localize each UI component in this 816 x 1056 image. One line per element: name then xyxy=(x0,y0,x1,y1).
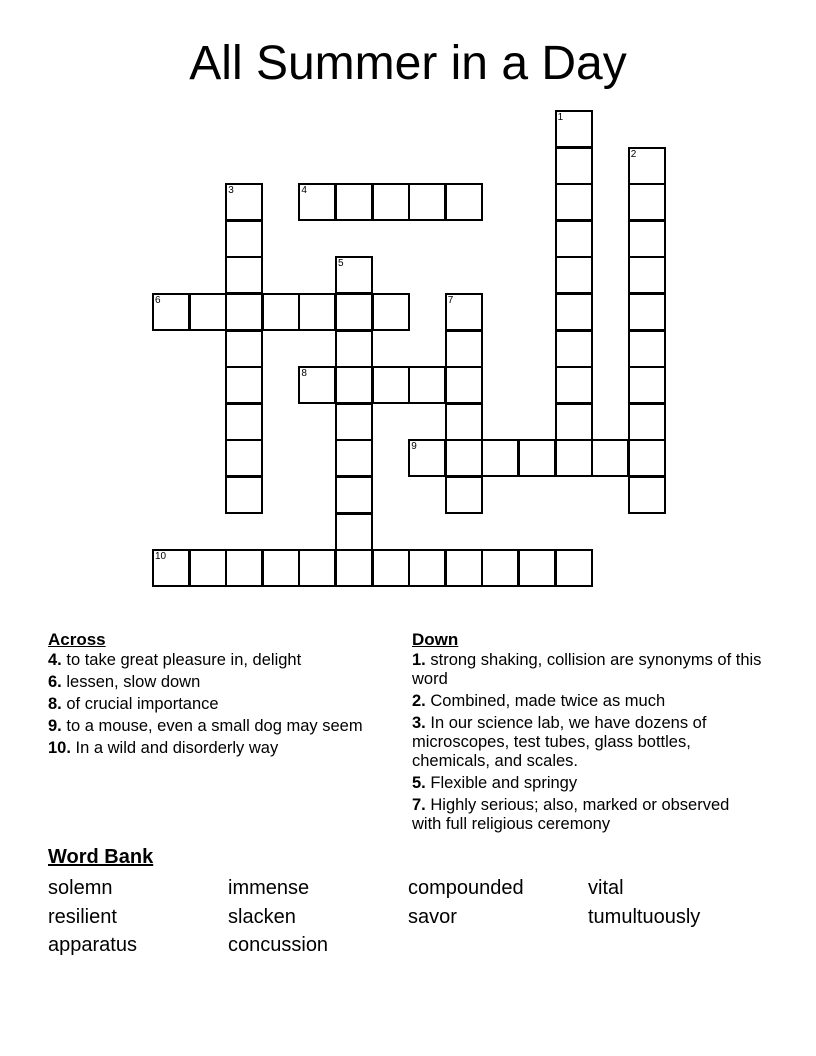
cell-number: 10 xyxy=(155,551,167,563)
grid-cell[interactable] xyxy=(189,549,227,587)
cell-number: 4 xyxy=(301,185,307,197)
grid-cell[interactable] xyxy=(628,439,666,477)
grid-cell[interactable] xyxy=(445,439,483,477)
down-clue-7 xyxy=(412,796,762,834)
grid-cell[interactable] xyxy=(408,366,446,404)
across-clue-4 xyxy=(48,651,368,670)
grid-cell[interactable] xyxy=(555,256,593,294)
cell-number: 9 xyxy=(411,441,417,453)
grid-cell[interactable] xyxy=(445,366,483,404)
grid-cell[interactable] xyxy=(628,183,666,221)
grid-cell[interactable] xyxy=(225,183,263,221)
grid-cell[interactable] xyxy=(555,366,593,404)
clue-number: 8. xyxy=(48,695,62,713)
grid-cell[interactable] xyxy=(555,439,593,477)
word-bank-item: slacken xyxy=(228,905,296,928)
page-title: All Summer in a Day xyxy=(189,37,627,90)
clue-number: 1. xyxy=(412,651,426,669)
grid-cell[interactable] xyxy=(225,403,263,441)
grid-cell[interactable] xyxy=(445,403,483,441)
grid-cell[interactable] xyxy=(555,110,593,148)
grid-cell[interactable] xyxy=(335,330,373,368)
grid-cell[interactable] xyxy=(225,476,263,514)
grid-cell[interactable] xyxy=(628,256,666,294)
grid-cell[interactable] xyxy=(445,293,483,331)
clue-text: In a wild and disorderly way xyxy=(75,739,279,757)
grid-cell[interactable] xyxy=(335,256,373,294)
grid-cell[interactable] xyxy=(628,330,666,368)
clue-text: Highly serious; also, marked or observed with full religious ceremony xyxy=(412,796,730,833)
down-clue-3 xyxy=(412,714,762,771)
grid-cell[interactable] xyxy=(152,293,190,331)
grid-cell[interactable] xyxy=(372,366,410,404)
clue-number: 6. xyxy=(48,673,62,691)
across-heading: Across xyxy=(48,630,106,649)
grid-cell[interactable] xyxy=(335,366,373,404)
grid-cell[interactable] xyxy=(225,293,263,331)
grid-cell[interactable] xyxy=(481,549,519,587)
grid-cell[interactable] xyxy=(225,439,263,477)
grid-cell[interactable] xyxy=(445,549,483,587)
across-clues xyxy=(48,630,368,761)
grid-cell[interactable] xyxy=(481,439,519,477)
word-bank-item: compounded xyxy=(408,877,524,899)
grid-cell[interactable] xyxy=(518,549,556,587)
cell-number: 6 xyxy=(155,295,161,306)
word-bank-item: apparatus xyxy=(48,934,137,956)
clue-text: of crucial importance xyxy=(66,695,219,713)
clue-text: lessen, slow down xyxy=(66,673,201,691)
grid-cell[interactable] xyxy=(372,183,410,221)
grid-cell[interactable] xyxy=(335,403,373,441)
across-clue-9 xyxy=(48,717,368,736)
across-clue-10 xyxy=(48,739,368,758)
word-bank-item: tumultuously xyxy=(588,905,701,928)
grid-cell[interactable] xyxy=(555,183,593,221)
grid-cell[interactable] xyxy=(372,549,410,587)
cell-number: 8 xyxy=(301,368,307,380)
grid-cell[interactable] xyxy=(628,293,666,331)
grid-cell[interactable] xyxy=(408,549,446,587)
grid-cell[interactable] xyxy=(189,293,227,331)
grid-cell[interactable] xyxy=(628,147,666,185)
clue-number: 7. xyxy=(412,796,426,814)
grid-cell[interactable] xyxy=(335,293,373,331)
word-bank xyxy=(48,874,768,960)
cell-number: 3 xyxy=(228,185,234,197)
grid-cell[interactable] xyxy=(445,183,483,221)
clue-text: Flexible and springy xyxy=(430,774,578,792)
clue-number: 9. xyxy=(48,717,62,735)
grid-cell[interactable] xyxy=(555,220,593,258)
clue-number: 3. xyxy=(412,714,426,732)
grid-cell[interactable] xyxy=(518,439,556,477)
grid-cell[interactable] xyxy=(152,549,190,587)
clue-text: Combined, made twice as much xyxy=(430,692,666,710)
grid-cell[interactable] xyxy=(225,366,263,404)
clue-text: In our science lab, we have dozens of microscopes, test tubes, glass bottles, chemicals, and scales. xyxy=(412,714,707,770)
grid-cell[interactable] xyxy=(225,256,263,294)
clue-text: to take great pleasure in, delight xyxy=(66,651,302,669)
grid-cell[interactable] xyxy=(555,403,593,441)
grid-cell[interactable] xyxy=(591,439,629,477)
grid-cell[interactable] xyxy=(298,366,336,404)
grid-cell[interactable] xyxy=(225,549,263,587)
across-clue-6 xyxy=(48,673,368,692)
grid-cell[interactable] xyxy=(628,366,666,404)
grid-cell[interactable] xyxy=(555,549,593,587)
down-clue-5 xyxy=(412,774,762,793)
grid-cell[interactable] xyxy=(408,439,446,477)
word-bank-item: savor xyxy=(408,905,457,928)
grid-cell[interactable] xyxy=(298,183,336,221)
grid-cell[interactable] xyxy=(225,330,263,368)
grid-cell[interactable] xyxy=(628,403,666,441)
clue-number: 10. xyxy=(48,739,71,757)
word-bank-item: solemn xyxy=(48,877,113,899)
word-bank-item: resilient xyxy=(48,905,117,928)
cell-number: 7 xyxy=(447,295,454,306)
down-clue-1 xyxy=(412,651,762,689)
grid-cell[interactable] xyxy=(335,439,373,477)
word-bank-item: concussion xyxy=(228,934,329,956)
grid-cell[interactable] xyxy=(555,293,593,331)
grid-cell[interactable] xyxy=(298,293,336,331)
grid-cell[interactable] xyxy=(555,330,593,368)
grid-cell[interactable] xyxy=(628,220,666,258)
clue-number: 2. xyxy=(412,692,426,710)
grid-cell[interactable] xyxy=(555,147,593,185)
word-bank-title: Word Bank xyxy=(48,846,154,868)
clue-number: 5. xyxy=(412,774,426,792)
cell-number: 2 xyxy=(630,148,637,160)
clue-number: 4. xyxy=(48,651,62,669)
cell-number: 5 xyxy=(338,258,344,270)
grid-cell[interactable] xyxy=(298,549,336,587)
cell-number: 1 xyxy=(557,112,564,123)
grid-cell[interactable] xyxy=(262,549,300,587)
clue-text: strong shaking, collision are synonyms of this word xyxy=(412,651,762,688)
word-bank-item: vital xyxy=(588,877,624,899)
grid-cell[interactable] xyxy=(225,220,263,258)
clue-text: to a mouse, even a small dog may seem xyxy=(66,717,363,735)
grid-cell[interactable] xyxy=(262,293,300,331)
grid-cell[interactable] xyxy=(335,513,373,551)
grid-cell[interactable] xyxy=(445,476,483,514)
grid-cell[interactable] xyxy=(372,293,410,331)
grid-cell[interactable] xyxy=(335,549,373,587)
word-bank-item: immense xyxy=(228,877,310,899)
grid-cell[interactable] xyxy=(335,476,373,514)
grid-cell[interactable] xyxy=(408,183,446,221)
down-heading: Down xyxy=(412,630,459,649)
down-clues xyxy=(412,630,762,837)
down-clue-2 xyxy=(412,692,762,711)
grid-cell[interactable] xyxy=(335,183,373,221)
across-clue-8 xyxy=(48,695,368,714)
grid-cell[interactable] xyxy=(445,330,483,368)
grid-cell[interactable] xyxy=(628,476,666,514)
